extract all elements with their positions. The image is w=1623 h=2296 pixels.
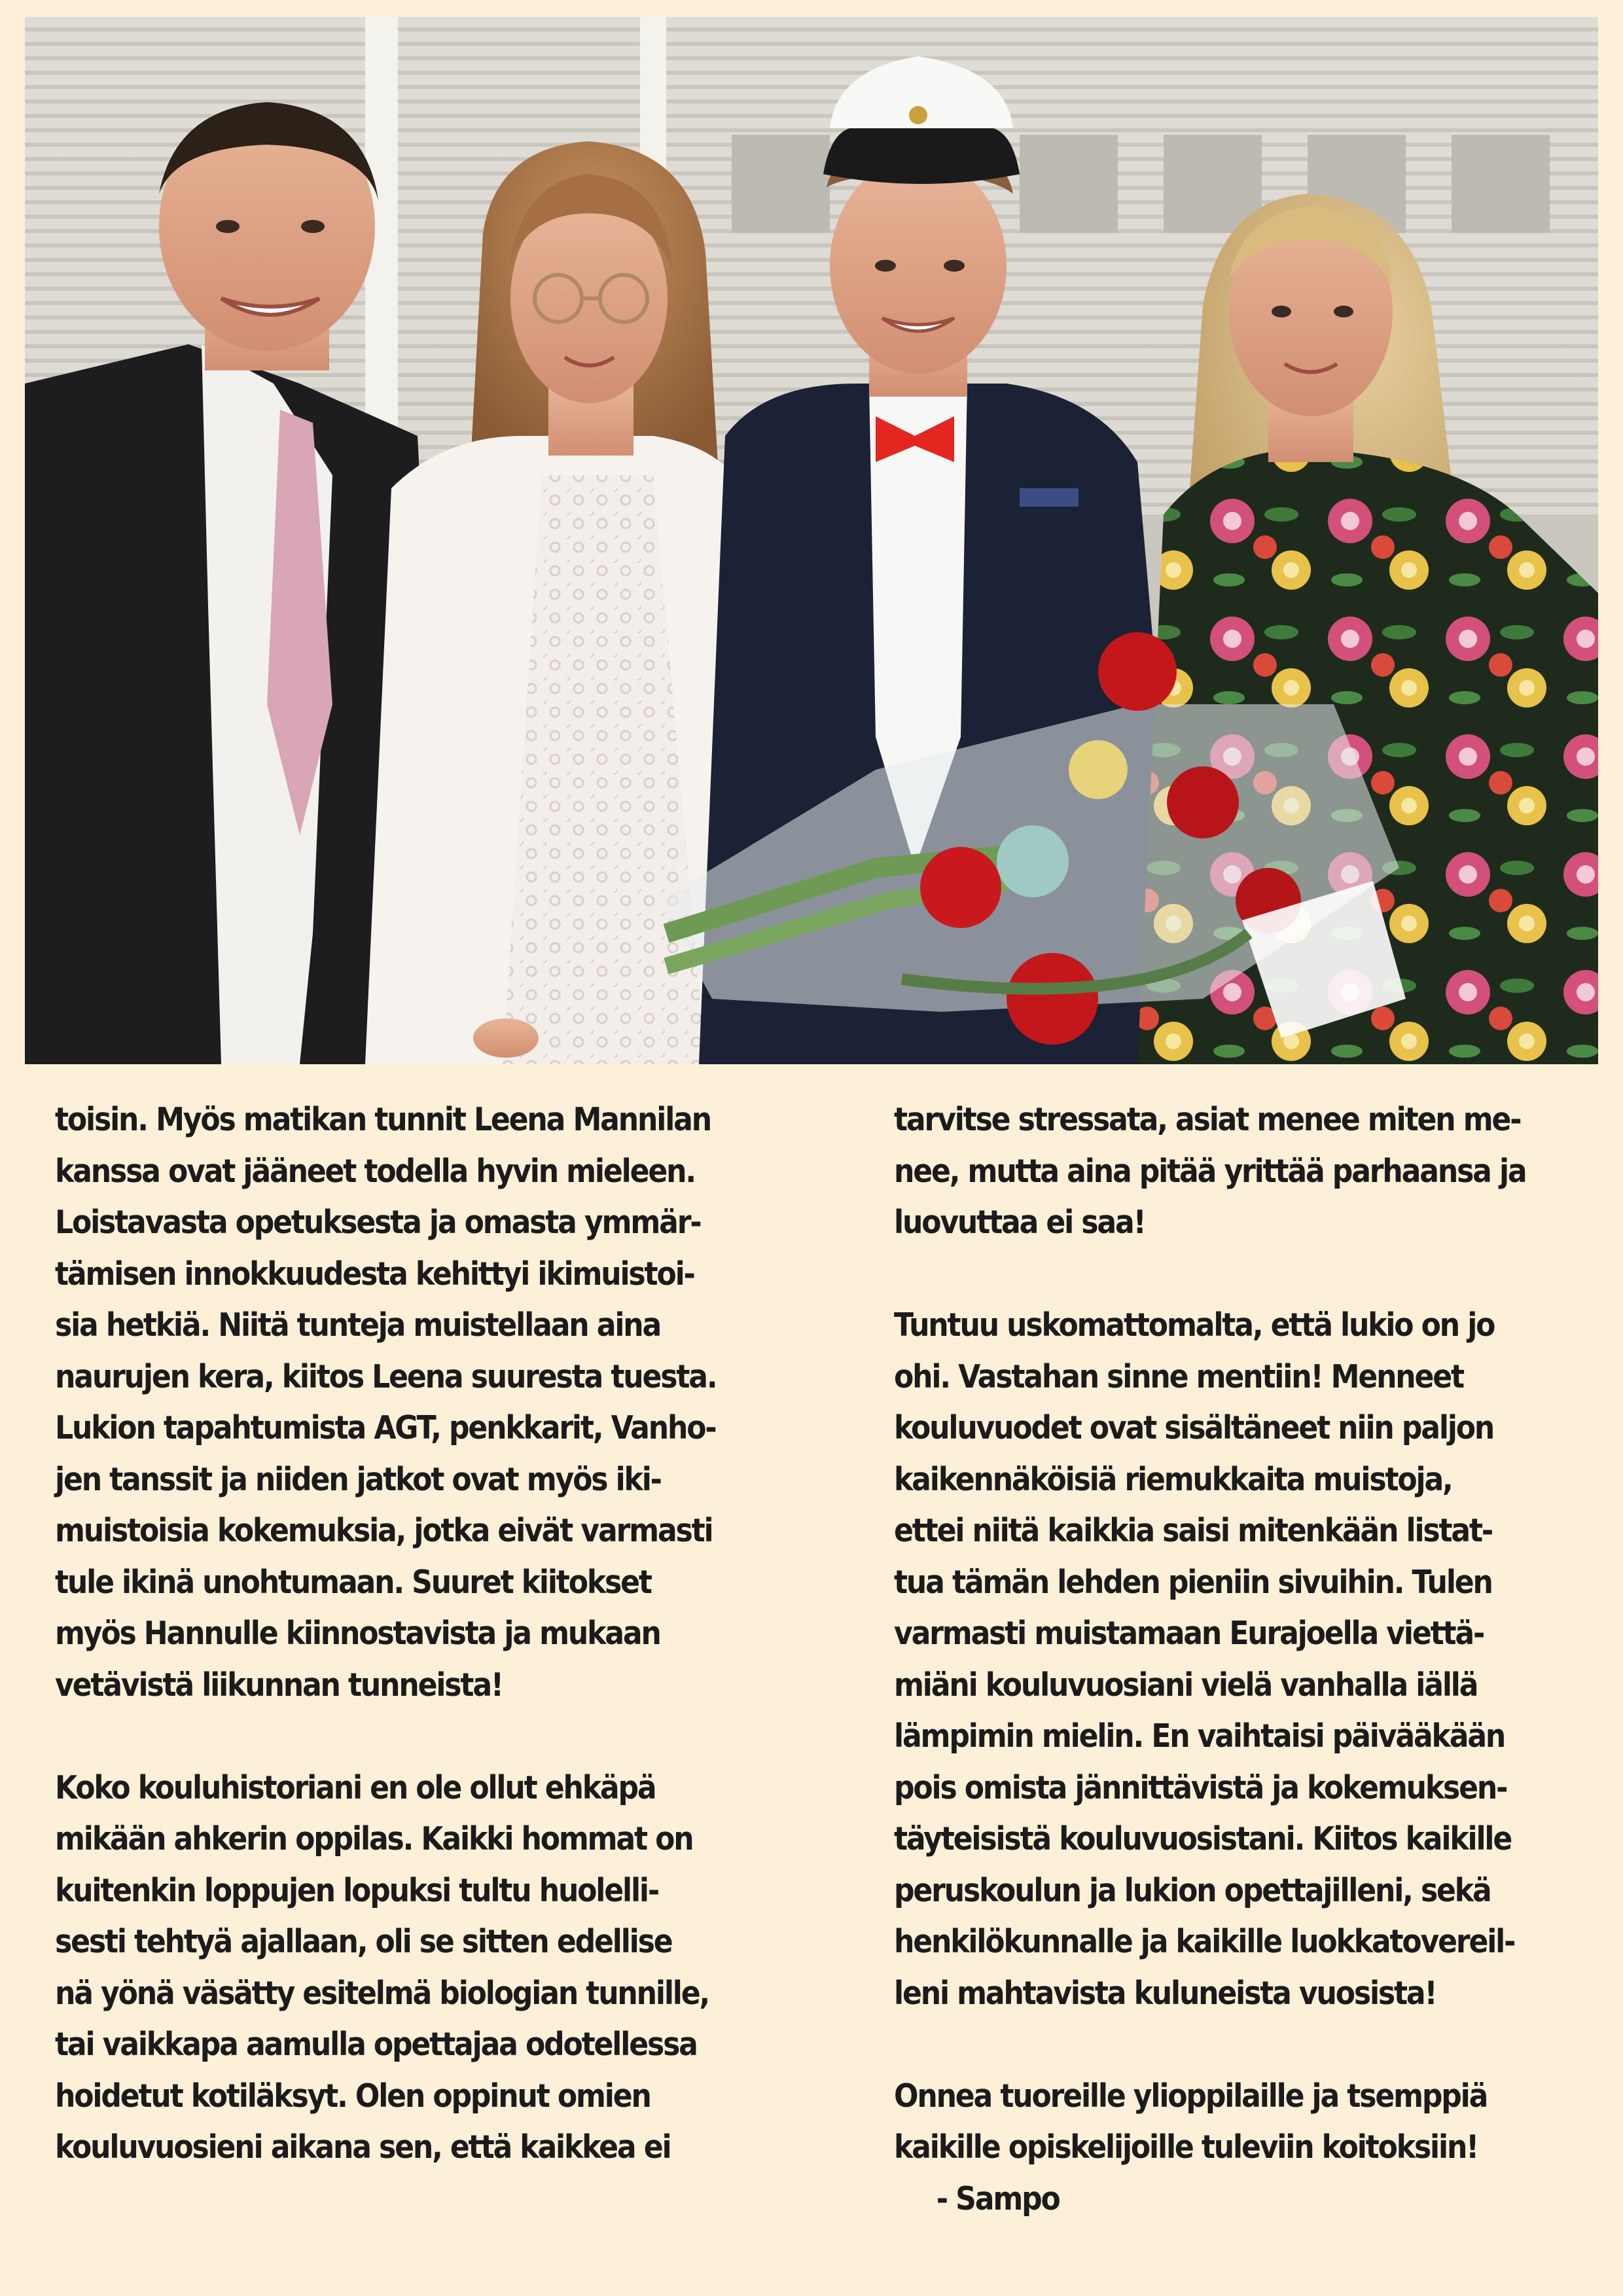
text-line: Loistavasta opetuksesta ja omasta ymmär-	[55, 1204, 701, 1241]
text-line: kaikennäköisiä riemukkaita muistoja,	[894, 1460, 1452, 1498]
text-line: vetävistä liikunnan tunneista!	[55, 1666, 503, 1704]
text-line: muistoisia kokemuksia, jotka eivät varmasti	[55, 1512, 713, 1549]
text-line: nä yönä väsätty esitelmä biologian tunnille,	[55, 1974, 709, 2012]
text-line: kouluvuosieni aikana sen, että kaikkea ei	[55, 2128, 671, 2166]
text-line: sia hetkiä. Niitä tunteja muistellaan aina	[55, 1306, 661, 1344]
text-line: miäni kouluvuosiani vielä vanhalla iällä	[894, 1666, 1478, 1704]
text-line: tarvitse stressata, asiat menee miten me-	[894, 1101, 1521, 1138]
text-line: tua tämän lehden pieniin sivuihin. Tulen	[894, 1563, 1492, 1601]
rose-icon	[997, 825, 1069, 897]
rose-icon	[1098, 632, 1177, 711]
text-line: myös Hannulle kiinnostavista ja mukaan	[55, 1615, 660, 1652]
text-line: leni mahtavista kuluneista vuosista!	[894, 1974, 1436, 2012]
rose-icon	[1069, 740, 1128, 799]
text-line: mikään ahkerin oppilas. Kaikki hommat on	[55, 1820, 693, 1857]
student-cap-visor	[823, 128, 1020, 184]
text-line: naurujen kera, kiitos Leena suuresta tuesta.	[55, 1357, 717, 1395]
text-line: Tuntuu uskomattomalta, että lukio on jo	[894, 1306, 1495, 1344]
rose-icon	[1007, 953, 1098, 1045]
article-column-left	[55, 1094, 716, 2174]
text-line: täyteisistä kouluvuosistani. Kiitos kaikille	[894, 1820, 1512, 1857]
text-line: Onnea tuoreille ylioppilaille ja tsemppiä	[894, 2077, 1488, 2115]
text-line: Lukion tapahtumista AGT, penkkarit, Vanho-	[55, 1409, 716, 1446]
rose-icon	[1167, 766, 1239, 838]
text-line: tule ikinä unohtumaan. Suuret kiitokset	[55, 1563, 651, 1601]
family-photo-illustration	[25, 17, 1598, 1064]
cap-badge-icon	[909, 106, 927, 124]
paragraph-break	[894, 1249, 1526, 1300]
text-line: lämpimin mielin. En vaihtaisi päivääkään	[894, 1717, 1505, 1755]
rose-icon	[920, 847, 1001, 928]
text-line: toisin. Myös matikan tunnit Leena Mannilan	[55, 1101, 711, 1138]
text-line: jen tanssit ja niiden jatkot ovat myös iki-	[55, 1460, 661, 1498]
text-line: hoidetut kotiläksyt. Olen oppinut omien	[55, 2077, 651, 2115]
family-photo	[25, 17, 1598, 1064]
text-line: tämisen innokkuudesta kehittyi ikimuistoi-	[55, 1255, 694, 1293]
text-line: kanssa ovat jääneet todella hyvin mieleen.	[55, 1152, 695, 1190]
text-line: pois omista jännittävistä ja kokemuksen-	[894, 1768, 1507, 1806]
text-line: kuitenkin loppujen lopuksi tultu huolelli-	[55, 1871, 659, 1909]
text-line: luovuttaa ei saa!	[894, 1204, 1145, 1241]
paragraph-break	[55, 1711, 716, 1763]
text-line: nee, mutta aina pitää yrittää parhaansa ja	[894, 1152, 1526, 1190]
text-line: kouluvuodet ovat sisältäneet niin paljon	[894, 1409, 1494, 1446]
text-line: ettei niitä kaikkia saisi mitenkään listat-	[894, 1512, 1493, 1549]
text-line: tai vaikkapa aamulla opettajaa odotellessa	[55, 2026, 697, 2063]
paragraph-break	[894, 2019, 1526, 2071]
text-line: Koko kouluhistoriani en ole ollut ehkäpä	[55, 1768, 656, 1806]
text-line: sesti tehtyä ajallaan, oli se sitten edellise	[55, 1923, 672, 1960]
text-line: ohi. Vastahan sinne mentiin! Menneet	[894, 1357, 1463, 1395]
article-column-right	[894, 1094, 1526, 2225]
author-signature: - Sampo	[936, 2179, 1060, 2217]
text-line: peruskoulun ja lukion opettajilleni, sekä	[894, 1871, 1491, 1909]
text-line: kaikille opiskelijoille tuleviin koitoksiin!	[894, 2128, 1478, 2166]
text-line: henkilökunnalle ja kaikille luokkatovereil-	[894, 1923, 1515, 1960]
text-line: varmasti muistamaan Eurajoella viettä-	[894, 1615, 1484, 1652]
